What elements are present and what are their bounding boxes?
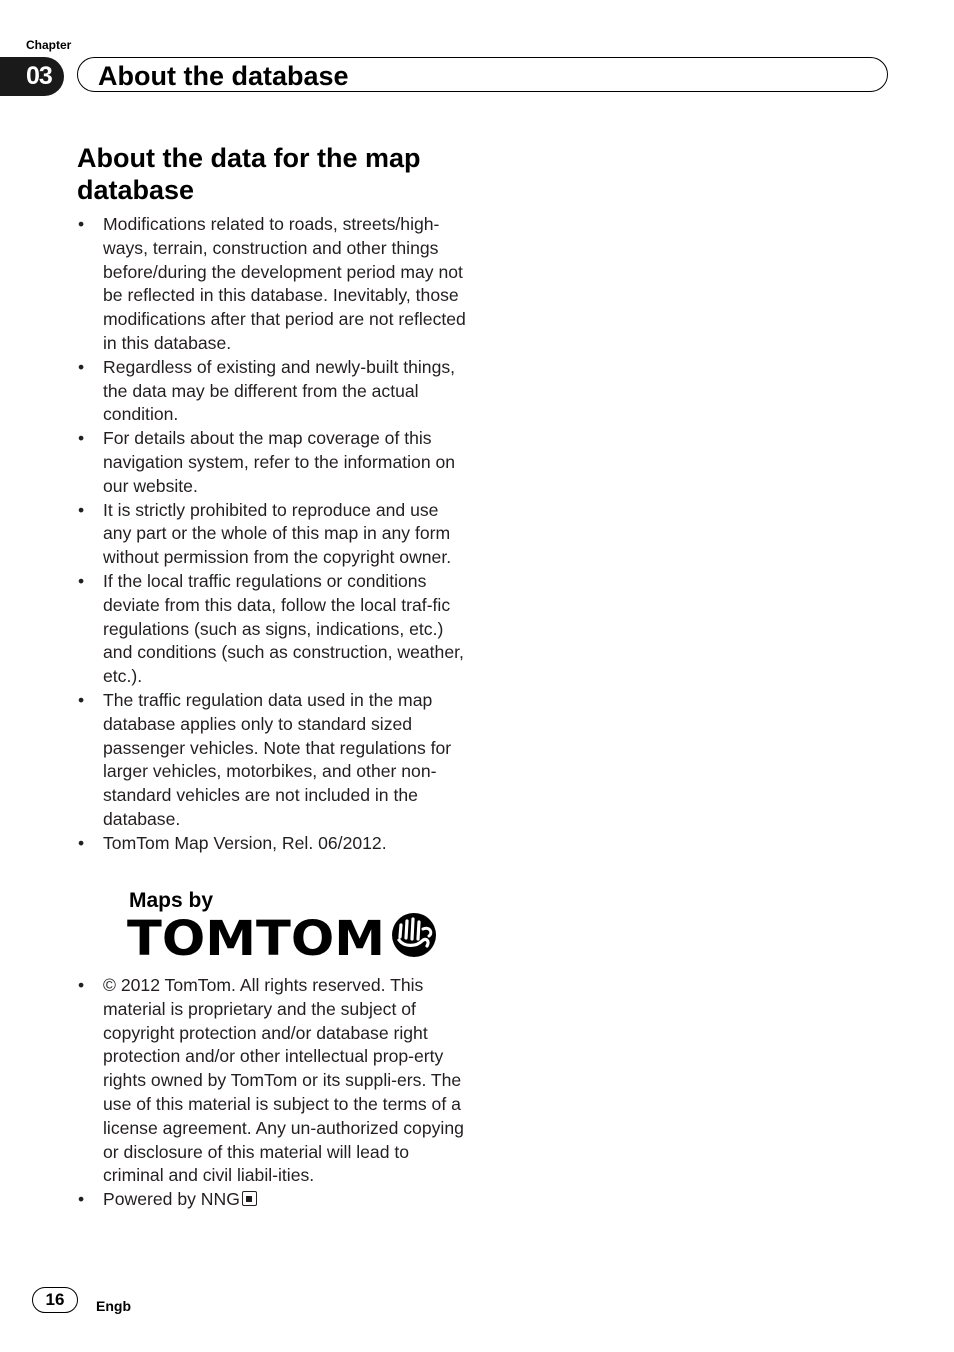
list-item	[78, 356, 470, 427]
bullet-dot: •	[78, 428, 85, 449]
page-number: 16	[32, 1287, 78, 1313]
section-title: About the data for the map database	[77, 143, 421, 205]
list-item-text: Regardless of existing and newly-built things, the data may be different from the actual condition.	[103, 356, 456, 425]
list-item	[78, 213, 470, 356]
language-code: Engb	[96, 1298, 131, 1314]
bullet-list-bottom	[78, 974, 470, 1212]
bullet-dot: •	[78, 214, 85, 234]
list-item	[78, 1188, 470, 1212]
list-item-text: The traffic regulation data used in the map database applies only to standard sized passenger vehicles. Note that regulations for larger vehicles, motorbikes, and other non-standard vehicles are not included in the database.	[103, 689, 452, 829]
list-item-text: © 2012 TomTom. All rights reserved. This material is proprietary and the subject of copyright protection and/or database right protection and/or other intellectual prop-erty rights owned by TomTom or its suppli-ers. The use of this material is subject to the terms of a license agreement. Any un-authorized copying or disclosure of this material will lead to criminal and civil liabil-ities.	[103, 975, 464, 1186]
list-item-text: Powered by NNG	[103, 1189, 240, 1210]
registered-square-icon	[242, 1191, 257, 1206]
logo-caption: Maps by	[129, 889, 214, 912]
list-item-text: If the local traffic regulations or conditions deviate from this data, follow the local traf-fic regulations (such as signs, indications, etc.) and conditions (such as construction, weather, etc.).	[103, 570, 464, 687]
list-item	[78, 689, 470, 832]
bullet-dot: •	[78, 499, 85, 520]
list-item-text: For details about the map coverage of this navigation system, refer to the information on our website.	[103, 428, 456, 496]
bullet-dot: •	[78, 1189, 85, 1210]
list-item-text: TomTom Map Version, Rel. 06/2012.	[103, 832, 387, 853]
bullet-list-top	[78, 213, 470, 856]
chapter-label: Chapter	[26, 38, 72, 52]
bullet-dot: •	[78, 975, 85, 995]
tomtom-logo	[127, 886, 442, 964]
bullet-dot: •	[78, 356, 85, 377]
bullet-dot: •	[78, 832, 85, 853]
tomtom-hands-icon	[392, 913, 436, 957]
list-item	[78, 499, 470, 570]
list-item	[78, 974, 470, 1188]
bullet-dot: •	[78, 570, 85, 591]
list-item	[78, 427, 470, 498]
list-item-text: Modifications related to roads, streets/high-ways, terrain, construction and other things before/during the development period may not be reflected in this database. Inevitably, those modifications after that period are not reflected in this database.	[103, 214, 466, 353]
chapter-number: 03	[26, 62, 52, 90]
logo-wordmark: TOMTOM	[127, 911, 385, 964]
bullet-dot: •	[78, 689, 85, 710]
list-item-text: It is strictly prohibited to reproduce and use any part or the whole of this map in any form without permission from the copyright owner.	[103, 499, 452, 568]
chapter-title: About the database	[98, 61, 349, 91]
list-item	[78, 832, 470, 856]
list-item	[78, 570, 470, 689]
